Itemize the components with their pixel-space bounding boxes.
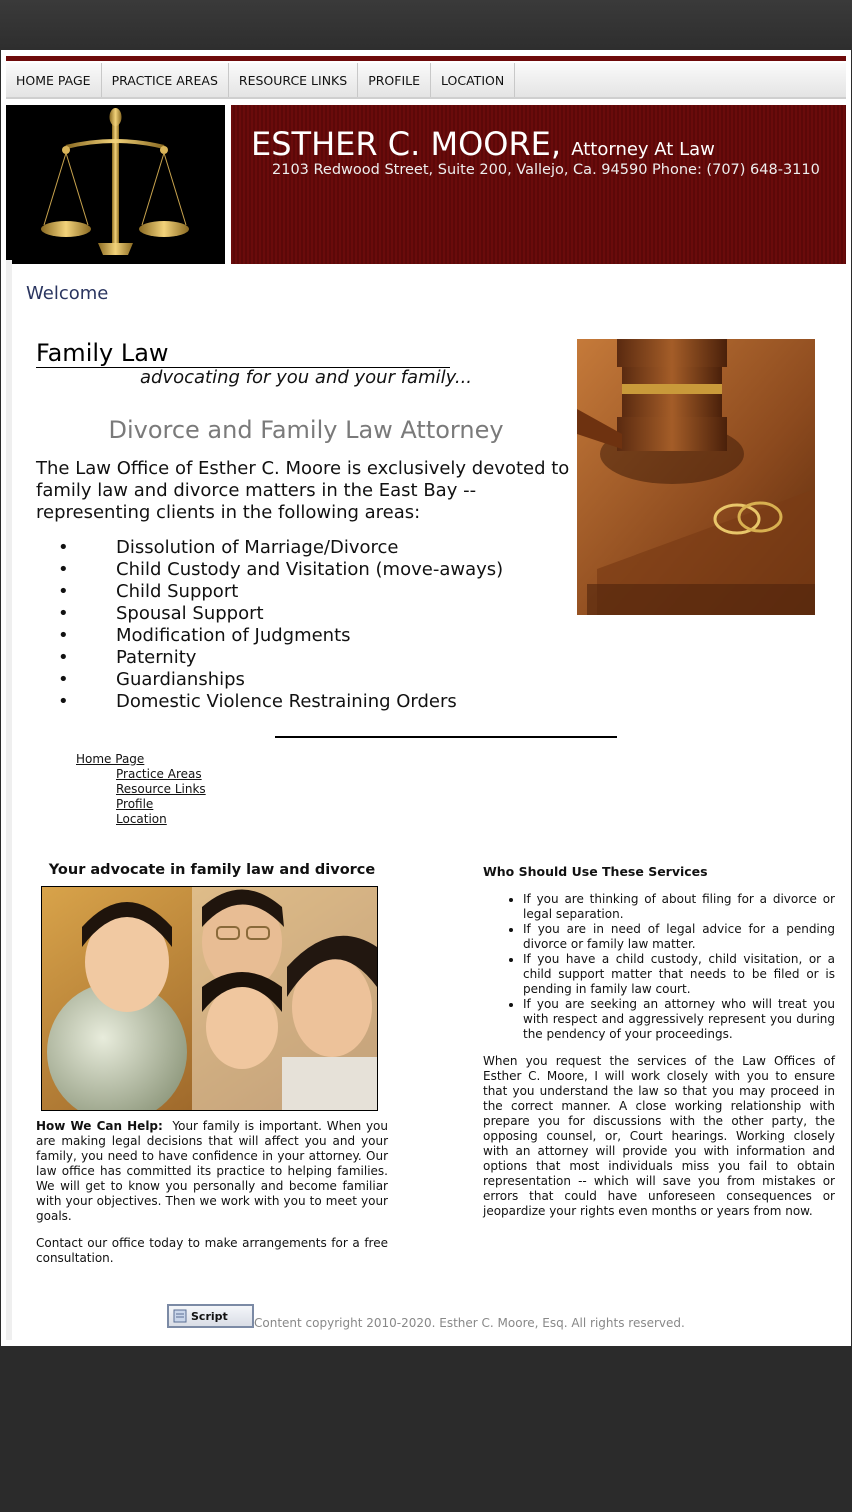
header-accent-line [6,56,846,61]
who-heading: Who Should Use These Services [483,864,708,879]
attorney-title: Attorney At Law [571,139,715,160]
list-item: • If you are thinking of about filing for a divorce or legal separation. [523,892,835,922]
list-item: • Domestic Violence Restraining Orders [56,691,503,713]
browser-top-bar [0,0,852,50]
gavel-icon [577,339,815,615]
script-badge[interactable] [167,1304,254,1328]
nav-resource-links[interactable]: RESOURCE LINKS [229,63,358,97]
scales-of-justice-image [6,105,225,264]
sitemap-practice-areas-link[interactable]: Practice Areas [116,767,202,781]
welcome-heading: Welcome [26,283,109,304]
advocate-heading: Your advocate in family law and divorce [48,862,376,878]
help-label: How We Can Help: [36,1119,163,1133]
script-badge-label: Script [191,1309,228,1323]
list-item: • Modification of Judgments [56,625,503,647]
list-item: • If you are in need of legal advice for a pending divorce or family law matter. [523,922,835,952]
help-text: Your family is important. When you are making legal decisions that will affect you and your family, you need to have confidence in your attorney. Our law office has committed its practice to helping families. We will get to know you personally and become familiar with your objectives. Then we work with you to meet your goals. [36,1119,389,1223]
header-banner [231,105,846,264]
gavel-and-rings-image [577,339,815,615]
list-item: • If you have a child custody, child visitation, or a child support matter that needs to be filed or is pending in family law court. [523,952,835,997]
sitemap-location-link[interactable]: Location [116,812,167,826]
who-should-use-column [483,864,835,1219]
copyright-text: Content copyright 2010-2020. Esther C. Moore, Esq. All rights reserved. [254,1316,685,1330]
script-icon [173,1309,187,1323]
list-item: • Paternity [56,647,503,669]
scales-icon [6,105,225,264]
firm-address: 2103 Redwood Street, Suite 200, Vallejo, Ca. 94590 Phone: (707) 648-3110 [272,162,820,178]
nav-location[interactable]: LOCATION [431,63,515,97]
left-gutter [6,260,12,1340]
practice-heading: Divorce and Family Law Attorney [108,416,504,444]
services-paragraph: When you request the services of the Law Offices of Esther C. Moore, I will work closely with you to ensure that you understand the law so that you may proceed in the correct manner. A close working relationship with prepare you for discussions with the other party, the opposing counsel, or, Court hearings. Working closely with an attorney will provide you with information and options that most individuals miss you fail to obtain representation -- which will save you from mistakes or errors that could have unforeseen consequences or jeopardize your rights even months or years from now. [483,1054,835,1218]
firm-name [251,125,715,163]
nav-practice-areas[interactable]: PRACTICE AREAS [102,63,229,97]
family-photo [41,886,378,1111]
list-item: • Spousal Support [56,603,503,625]
sitemap-home-link[interactable]: Home Page [76,752,145,766]
list-item: • Dissolution of Marriage/Divorce [56,537,503,559]
list-item: • Child Custody and Visitation (move-aways) [56,559,503,581]
list-item: • If you are seeking an attorney who will treat you with respect and aggressively represent you during the pendency of your proceedings. [523,997,835,1042]
family-with-globe-image [42,887,377,1110]
sitemap [76,752,206,827]
how-we-can-help [36,1119,388,1224]
advocate-column [36,862,388,1266]
main-nav [6,63,846,99]
list-item: • Guardianships [56,669,503,691]
contact-text: Contact our office today to make arrangements for a free consultation. [36,1236,388,1265]
list-item: • Child Support [56,581,503,603]
family-law-title: Family Law [36,339,450,368]
sitemap-resource-links-link[interactable]: Resource Links [116,782,206,796]
who-list [483,892,835,1042]
divider-line [275,736,617,738]
practice-areas-list [56,537,503,713]
family-law-subtitle: advocating for you and your family... [140,367,473,388]
attorney-name: ESTHER C. MOORE, [251,125,562,163]
practice-intro: The Law Office of Esther C. Moore is exclusively devoted to family law and divorce matters in the East Bay -- representing clients in the following areas: [36,458,570,523]
page-container [1,50,851,1346]
nav-profile[interactable]: PROFILE [358,63,431,97]
sitemap-profile-link[interactable]: Profile [116,797,154,811]
nav-home[interactable]: HOME PAGE [6,63,102,97]
